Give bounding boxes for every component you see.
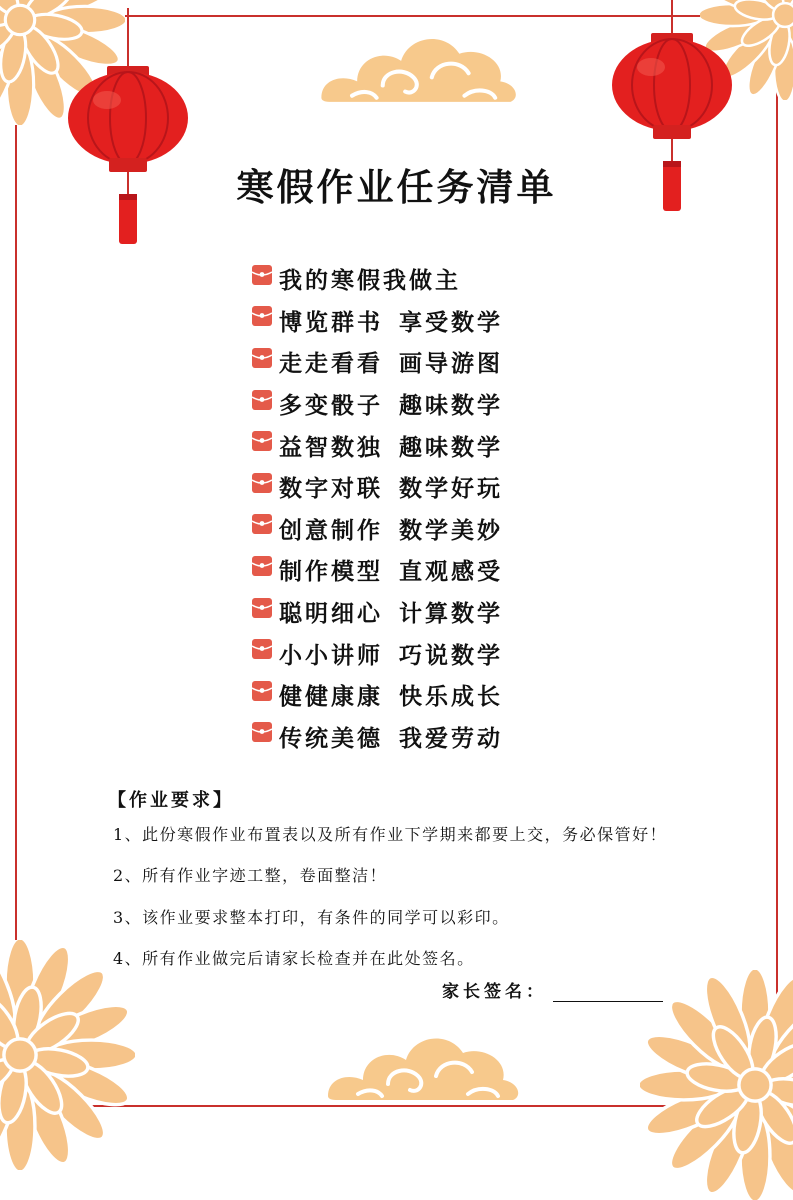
task-title: 聪明细心 [279, 600, 383, 628]
task-item [251, 424, 503, 466]
requirement-item: 1、此份寒假作业布置表以及所有作业下学期来都要上交，务必保管好！ [113, 825, 668, 844]
red-envelope-icon [251, 638, 273, 660]
red-envelope-icon [251, 389, 273, 411]
task-item [251, 674, 503, 716]
red-envelope-icon [251, 680, 273, 702]
requirement-item: 4、所有作业做完后请家长检查并在此处签名。 [113, 949, 475, 968]
task-title: 益智数独 [279, 433, 383, 461]
cloud-icon [317, 1018, 529, 1108]
page-title: 寒假作业任务清单 [236, 165, 557, 209]
lantern-icon [63, 8, 193, 248]
parent-signature [442, 977, 663, 1002]
signature-line[interactable] [553, 983, 663, 1002]
task-title: 制作模型 [279, 558, 383, 586]
task-subtitle: 数学美妙 [399, 516, 503, 544]
red-envelope-icon [251, 555, 273, 577]
red-envelope-icon [251, 347, 273, 369]
task-title: 健健康康 [279, 683, 383, 711]
task-subtitle: 享受数学 [399, 308, 503, 336]
task-item [251, 508, 503, 550]
task-subtitle: 巧说数学 [399, 641, 503, 669]
task-subtitle: 趣味数学 [399, 392, 503, 420]
task-item [251, 466, 503, 508]
task-item [251, 632, 503, 674]
task-item [251, 383, 503, 425]
task-item [251, 258, 503, 300]
task-title: 博览群书 [279, 308, 383, 336]
red-envelope-icon [251, 472, 273, 494]
red-envelope-icon [251, 305, 273, 327]
flower-icon [0, 940, 135, 1170]
task-item [251, 300, 503, 342]
task-subtitle: 数学好玩 [399, 475, 503, 503]
task-subtitle: 快乐成长 [399, 683, 503, 711]
task-title: 传统美德 [279, 724, 383, 752]
task-item [251, 591, 503, 633]
signature-label: 家长签名： [442, 982, 547, 1002]
red-envelope-icon [251, 264, 273, 286]
requirements-heading: 【作业要求】 [108, 790, 234, 811]
task-title: 多变骰子 [279, 392, 383, 420]
task-title: 数字对联 [279, 475, 383, 503]
flower-icon [640, 970, 793, 1200]
task-subtitle: 计算数学 [399, 600, 503, 628]
task-subtitle: 趣味数学 [399, 433, 503, 461]
task-item [251, 716, 503, 758]
task-list [251, 258, 503, 757]
task-item [251, 341, 503, 383]
red-envelope-icon [251, 513, 273, 535]
task-subtitle: 我爱劳动 [399, 724, 503, 752]
red-envelope-icon [251, 721, 273, 743]
task-title: 我的寒假我做主 [279, 267, 461, 295]
task-title: 创意制作 [279, 516, 383, 544]
task-title: 小小讲师 [279, 641, 383, 669]
red-envelope-icon [251, 597, 273, 619]
task-title: 走走看看 [279, 350, 383, 378]
cloud-icon [311, 18, 526, 110]
task-subtitle: 画导游图 [399, 350, 503, 378]
task-subtitle: 直观感受 [399, 558, 503, 586]
task-item [251, 549, 503, 591]
requirement-item: 3、该作业要求整本打印，有条件的同学可以彩印。 [113, 908, 510, 927]
red-envelope-icon [251, 430, 273, 452]
requirement-item: 2、所有作业字迹工整，卷面整洁！ [113, 866, 388, 885]
